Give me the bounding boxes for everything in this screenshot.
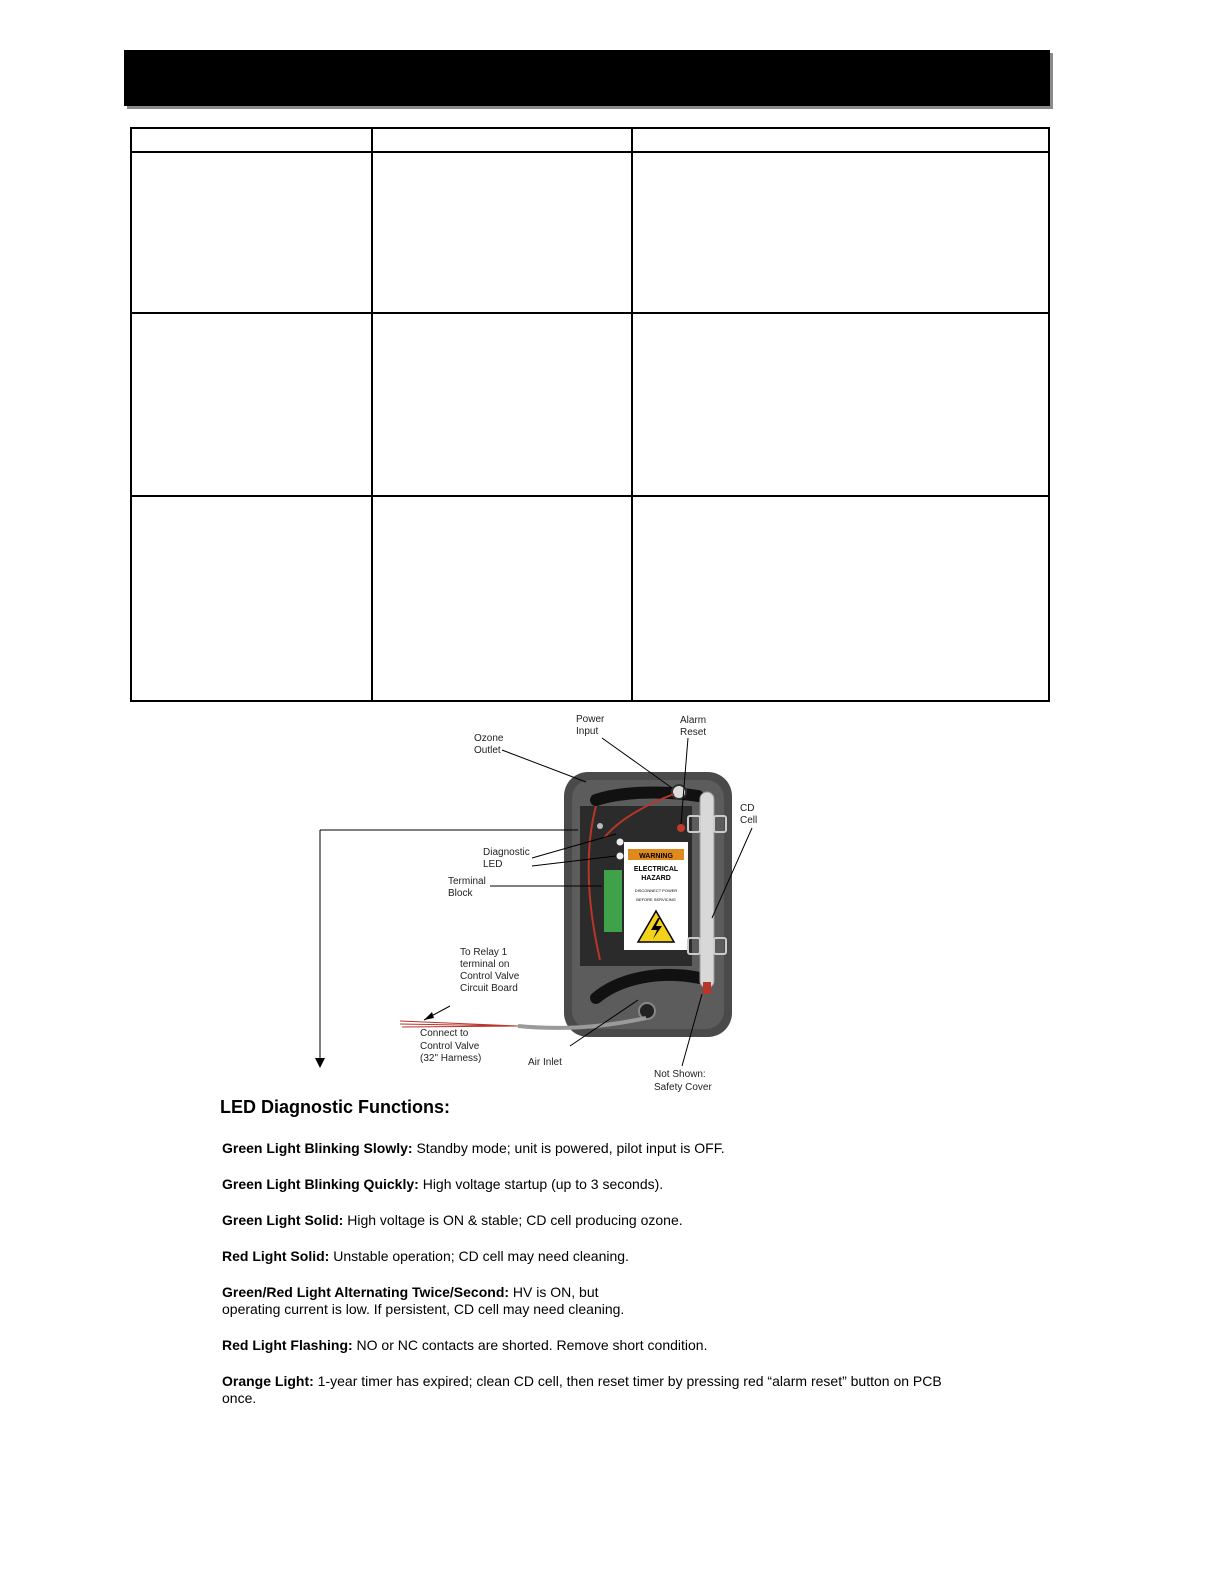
- led-state-description-cont: once.: [222, 1390, 257, 1406]
- led-state-description: Standby mode; unit is powered, pilot input is OFF.: [416, 1140, 725, 1156]
- led-state-description: 1-year timer has expired; clean CD cell, then reset timer by pressing red “alarm reset” button on PCB: [317, 1373, 942, 1389]
- led-indicator: [597, 823, 603, 829]
- led-state-term: Green Light Blinking Slowly:: [222, 1140, 413, 1156]
- table-cell: [632, 152, 1049, 313]
- table-cell: [372, 152, 633, 313]
- warning-line-1: ELECTRICAL: [633, 866, 679, 873]
- power-input-label: Power: [576, 714, 605, 725]
- list-item: [222, 1176, 1022, 1193]
- to-relay-label: Control Valve: [460, 971, 520, 982]
- arrow-down-icon: [315, 1058, 325, 1068]
- ozone-generator-diagram: [300, 708, 780, 1100]
- air-inlet-port: [639, 1003, 655, 1019]
- table-header-cell: [372, 128, 633, 152]
- alarm-reset-label: Alarm: [680, 715, 707, 726]
- not-shown-label: Not Shown:: [654, 1069, 706, 1080]
- terminal-block: [604, 870, 622, 932]
- title-bar: [124, 50, 1050, 106]
- to-relay-label: To Relay 1: [460, 947, 508, 958]
- table-row: [131, 313, 1049, 496]
- warning-line-3: DISCONNECT POWER: [634, 888, 678, 893]
- table-cell: [372, 313, 633, 496]
- table-header-cell: [131, 128, 372, 152]
- warning-line-4: BEFORE SERVICING: [636, 897, 676, 902]
- diagnostic-led: [617, 839, 624, 846]
- table-row: [131, 152, 1049, 313]
- list-item: [222, 1284, 1022, 1318]
- table-cell: [131, 152, 372, 313]
- diagnostic-led-label: LED: [483, 859, 503, 870]
- diagnostic-led-label: Diagnostic: [483, 847, 530, 858]
- list-item: [222, 1337, 1022, 1354]
- warning-header-text: WARNING: [639, 853, 673, 860]
- to-relay-label: Circuit Board: [460, 983, 518, 994]
- led-state-description: High voltage startup (up to 3 seconds).: [422, 1176, 664, 1192]
- ozone-outlet-label: Ozone: [474, 733, 504, 744]
- led-state-term: Red Light Solid:: [222, 1248, 330, 1264]
- led-state-term: Orange Light:: [222, 1373, 314, 1389]
- led-state-description-cont: operating current is low. If persistent, CD cell may need cleaning.: [222, 1301, 625, 1317]
- to-relay-label: terminal on: [460, 959, 510, 970]
- terminal-block-label: Terminal: [448, 876, 486, 887]
- led-state-term: Green Light Solid:: [222, 1212, 344, 1228]
- led-state-description: High voltage is ON & stable; CD cell producing ozone.: [347, 1212, 683, 1228]
- cd-cell-cap: [703, 982, 711, 994]
- led-state-description: HV is ON, but: [512, 1284, 599, 1300]
- harness-wires: [400, 1021, 518, 1027]
- cd-cell-label: CD: [740, 803, 755, 814]
- table-cell: [131, 496, 372, 701]
- list-item: [222, 1248, 1022, 1265]
- table-cell: [372, 496, 633, 701]
- not-shown-label: Safety Cover: [654, 1082, 712, 1093]
- table-cell: [632, 313, 1049, 496]
- cd-cell-tube: [700, 792, 714, 988]
- connect-to-label: Connect to: [420, 1028, 469, 1039]
- connect-to-label: Control Valve: [420, 1041, 480, 1052]
- ozone-outlet-label: Outlet: [474, 745, 501, 756]
- list-item: [222, 1140, 1022, 1157]
- table-row: [131, 496, 1049, 701]
- alarm-reset-label: Reset: [680, 727, 707, 738]
- power-input-label: Input: [576, 726, 599, 737]
- diagnostic-led: [617, 853, 624, 860]
- leader-line: [502, 750, 586, 782]
- section-title: LED Diagnostic Functions:: [220, 1097, 451, 1117]
- alarm-reset-button[interactable]: [677, 824, 685, 832]
- list-item: [222, 1212, 1022, 1229]
- led-diagnostic-section: [222, 1097, 1022, 1426]
- table-cell: [632, 496, 1049, 701]
- connect-to-label: (32" Harness): [420, 1053, 482, 1064]
- air-inlet-label: Air Inlet: [528, 1057, 562, 1068]
- led-state-term: Red Light Flashing:: [222, 1337, 353, 1353]
- led-state-term: Green Light Blinking Quickly:: [222, 1176, 419, 1192]
- warning-line-2: HAZARD: [641, 875, 671, 882]
- terminal-block-label: Block: [448, 888, 473, 899]
- table-header-row: [131, 128, 1049, 152]
- arrow-icon: [424, 1012, 434, 1020]
- led-state-description: Unstable operation; CD cell may need cleaning.: [333, 1248, 629, 1264]
- troubleshooting-table: [130, 127, 1050, 702]
- led-state-description: NO or NC contacts are shorted. Remove short condition.: [356, 1337, 708, 1353]
- cd-cell-label: Cell: [740, 815, 758, 826]
- list-item: [222, 1373, 1022, 1407]
- table-cell: [131, 313, 372, 496]
- table-header-cell: [632, 128, 1049, 152]
- led-state-term: Green/Red Light Alternating Twice/Second:: [222, 1284, 510, 1300]
